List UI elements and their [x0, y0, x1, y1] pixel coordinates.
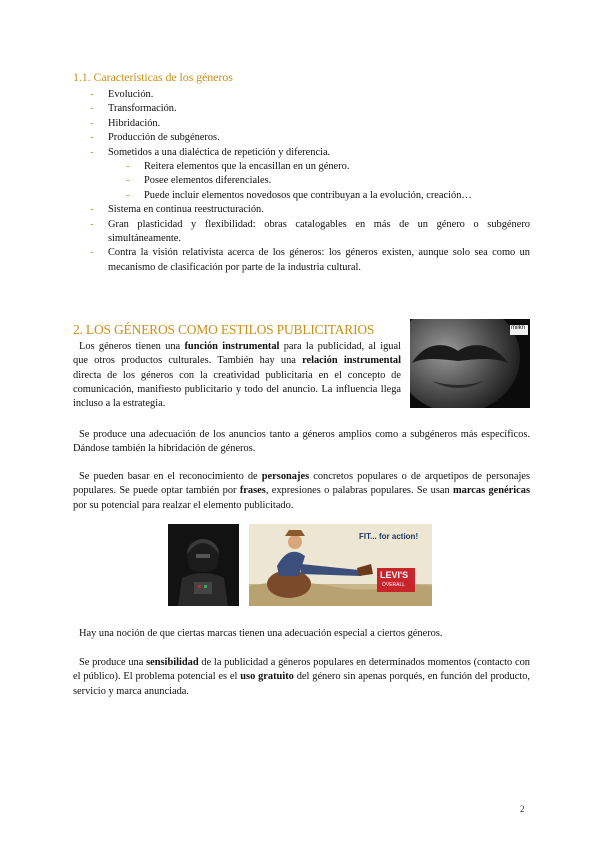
vader-illustration — [168, 524, 239, 606]
list-item: - Transformación. — [90, 102, 530, 116]
list-item: - Sometidos a una dialéctica de repetición y diferencia. — [90, 146, 530, 160]
sub-list-item: - Reitera elementos que la encasillan en un género. — [90, 160, 530, 174]
dash-bullet-icon: - — [90, 132, 94, 144]
mustache-ad-label: milkn — [511, 325, 526, 331]
mustache-ad-image — [410, 319, 530, 408]
section-heading-caracteristicas: 1.1. Características de los géneros — [73, 70, 233, 84]
characteristics-list — [90, 88, 530, 275]
list-item: - Hibridación. — [90, 117, 530, 131]
dash-bullet-icon: - — [90, 204, 94, 216]
levis-ad-image — [249, 524, 432, 606]
dash-bullet-icon: - — [90, 146, 94, 158]
vader-ad-image — [168, 524, 239, 606]
sub-list-container — [90, 160, 530, 203]
dash-bullet-icon: - — [126, 175, 130, 187]
levis-sub: OVERALL — [382, 582, 406, 588]
dash-bullet-icon: - — [90, 103, 94, 115]
dash-bullet-icon: - — [126, 189, 130, 201]
dash-bullet-icon: - — [126, 161, 130, 173]
paragraph-marcas: Hay una noción de que ciertas marcas tienen una adecuación especial a ciertos géneros. — [79, 628, 443, 639]
dash-bullet-icon: - — [90, 117, 94, 129]
list-item: - Sistema en continua reestructuración. — [90, 203, 530, 217]
list-item: - Evolución. — [90, 88, 530, 102]
paragraph-adecuacion: Se produce una adecuación de los anuncios tanto a géneros amplios como a subgéneros más específicos. Dándose también la hibridación de géneros. — [73, 429, 530, 455]
sub-list — [90, 160, 530, 203]
list-item: - Contra la visión relativista acerca de los géneros: los géneros existen, aunque solo sea como un mecanismo de clasificación por parte de la industria cultural. — [90, 247, 530, 273]
dash-bullet-icon: - — [90, 247, 94, 259]
paragraph-sensibilidad: Se produce una sensibilidad de la publicidad a géneros populares en determinados momentos (contacto con el público). El problema potencial es el uso gratuito del género sin apenas porqués, en función del producto, servicio y marca anunciada. — [73, 657, 530, 697]
levis-brand: LEVI'S — [380, 570, 409, 580]
sub-list-item: - Puede incluir elementos novedosos que contribuyan a la evolución, creación… — [90, 189, 530, 203]
list-item: - Gran plasticidad y flexibilidad: obras catalogables en más de un género o subgénero simultáneamente. — [90, 218, 530, 245]
mustache-illustration — [410, 319, 530, 408]
list-item: - Producción de subgéneros. — [90, 131, 530, 145]
page-number: 2 — [520, 804, 525, 814]
sub-list-item: - Posee elementos diferenciales. — [90, 174, 530, 188]
section-heading-generos-publicitarios: 2. LOS GÉNEROS COMO ESTILOS PUBLICITARIOS — [73, 322, 375, 337]
dash-bullet-icon: - — [90, 218, 94, 230]
paragraph-funcion-instrumental: Los géneros tienen una función instrumental para la publicidad, al igual que otros productos culturales. También hay una relación instrumental directa de los géneros con la creatividad publicitaria en el concepto de comunicación, manifiesto publicitario y todo del anuncio. La influencia llega incluso a la estrategia. — [73, 341, 401, 410]
paragraph-personajes: Se pueden basar en el reconocimiento de personajes concretos populares o de arquetipos de personajes populares. Se puede optar también por frases, expresiones o palabras populares. Se usan marcas genéricas por su potencial para realzar el elemento publicitado. — [73, 471, 531, 511]
dash-bullet-icon: - — [90, 89, 94, 100]
levis-slogan: FIT... for action! — [359, 532, 419, 541]
